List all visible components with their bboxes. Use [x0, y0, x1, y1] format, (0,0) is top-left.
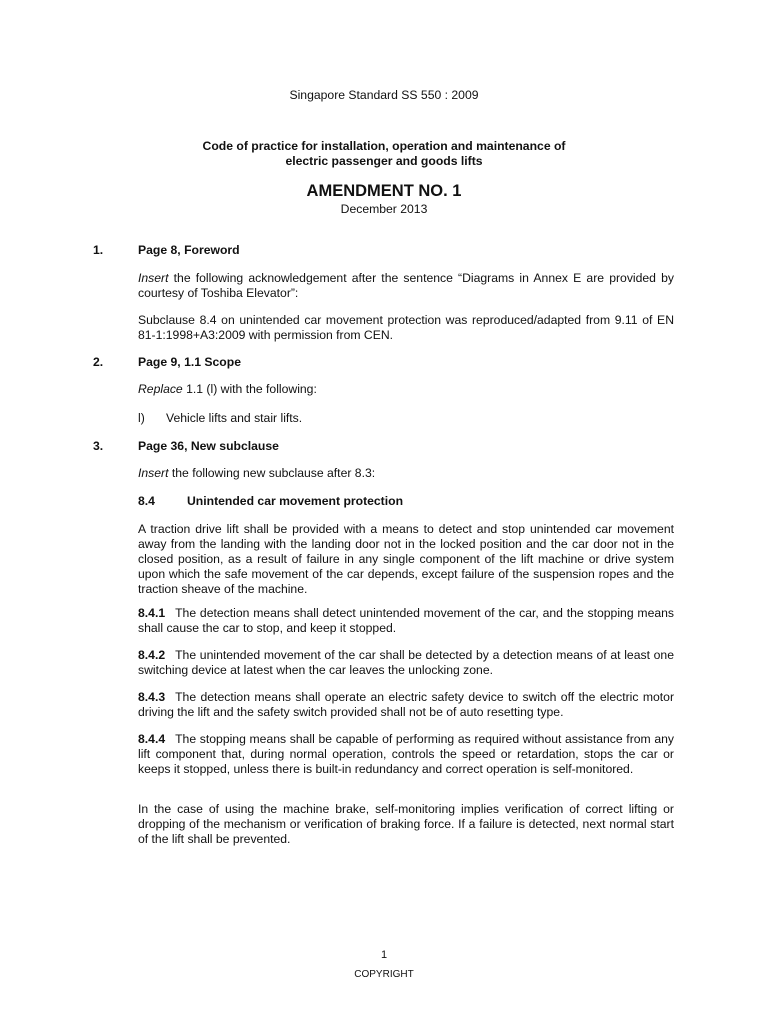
document-title-line2: electric passenger and goods lifts: [285, 154, 483, 168]
section-2-number: 2.: [93, 355, 104, 369]
section-2-instruction: [138, 382, 674, 397]
clause-text: The detection means shall operate an electric safety device to switch off the electric motor driving the lift and the safety switch provided shall not be of auto resetting type.: [138, 690, 674, 719]
subclause-title: Unintended car movement protection: [187, 494, 404, 508]
clause-8-4-2: [138, 648, 674, 678]
document-title-line1: Code of practice for installation, operation and maintenance of: [202, 139, 566, 153]
standard-reference: Singapore Standard SS 550 : 2009: [289, 88, 479, 102]
section-2-item-label: l): [138, 411, 145, 425]
section-2-item-text: Vehicle lifts and stair lifts.: [166, 411, 303, 425]
clause-text: The detection means shall detect unintended movement of the car, and the stopping means shall cause the car to stop, and keep it stopped.: [138, 606, 674, 635]
section-1-number: 1.: [93, 243, 104, 257]
section-1-instruction-text: the following acknowledgement after the sentence “Diagrams in Annex E are provided by courtesy of Toshiba Elevator”:: [138, 271, 674, 300]
section-3-instruction-text: the following new subclause after 8.3:: [168, 466, 376, 480]
clause-label: 8.4.3: [138, 690, 166, 704]
clause-text: The unintended movement of the car shall be detected by a detection means of at least one switching device at latest when the car leaves the unlocking zone.: [138, 648, 674, 677]
clause-label: 8.4.2: [138, 648, 166, 662]
page-number: 1: [380, 949, 388, 961]
section-3-number: 3.: [93, 439, 104, 453]
section-1-instruction-verb: Insert: [138, 271, 169, 285]
copyright-notice: COPYRIGHT: [354, 969, 414, 980]
section-3-heading: Page 36, New subclause: [138, 439, 279, 453]
section-2-heading: Page 9, 1.1 Scope: [138, 355, 241, 369]
amendment-date: December 2013: [340, 202, 428, 216]
clause-label: 8.4.1: [138, 606, 166, 620]
clause-label: 8.4.4: [138, 732, 166, 746]
closing-paragraph: In the case of using the machine brake, self-monitoring implies verification of correct lifting or dropping of the mechanism or verification of braking force. If a failure is detected, next normal start of the lift shall be prevented.: [138, 802, 674, 846]
section-2-instruction-verb: Replace: [138, 382, 183, 396]
section-2-instruction-text: 1.1 (l) with the following:: [182, 382, 317, 396]
subclause-intro: A traction drive lift shall be provided with a means to detect and stop unintended car movement away from the landing with the landing door not in the locked position and the car door not in the closed position, as a result of failure in any single component of the lift machine or drive system upon which the safe movement of the car depends, except failure of the suspension ropes and the traction sheave of the machine.: [138, 522, 674, 596]
section-1-heading: Page 8, Foreword: [138, 243, 240, 257]
subclause-number: 8.4: [138, 494, 155, 508]
section-1-body: Subclause 8.4 on unintended car movement protection was reproduced/adapted from 9.11 of EN 81-1:1998+A3:2009 with permission from CEN.: [138, 313, 674, 342]
clause-text: The stopping means shall be capable of performing as required without assistance from any lift component that, during normal operation, controls the speed or retardation, stops the car or keeps it stopped, unless there is built-in redundancy and correct operation is self-monitored.: [138, 732, 674, 776]
section-1-instruction: [138, 271, 674, 301]
section-3-instruction-verb: Insert: [138, 466, 169, 480]
clause-8-4-1: [138, 606, 674, 636]
amendment-title: AMENDMENT NO. 1: [306, 182, 462, 200]
clause-8-4-3: [138, 690, 674, 720]
section-3-instruction: [138, 466, 674, 481]
clause-8-4-4: [138, 732, 674, 777]
